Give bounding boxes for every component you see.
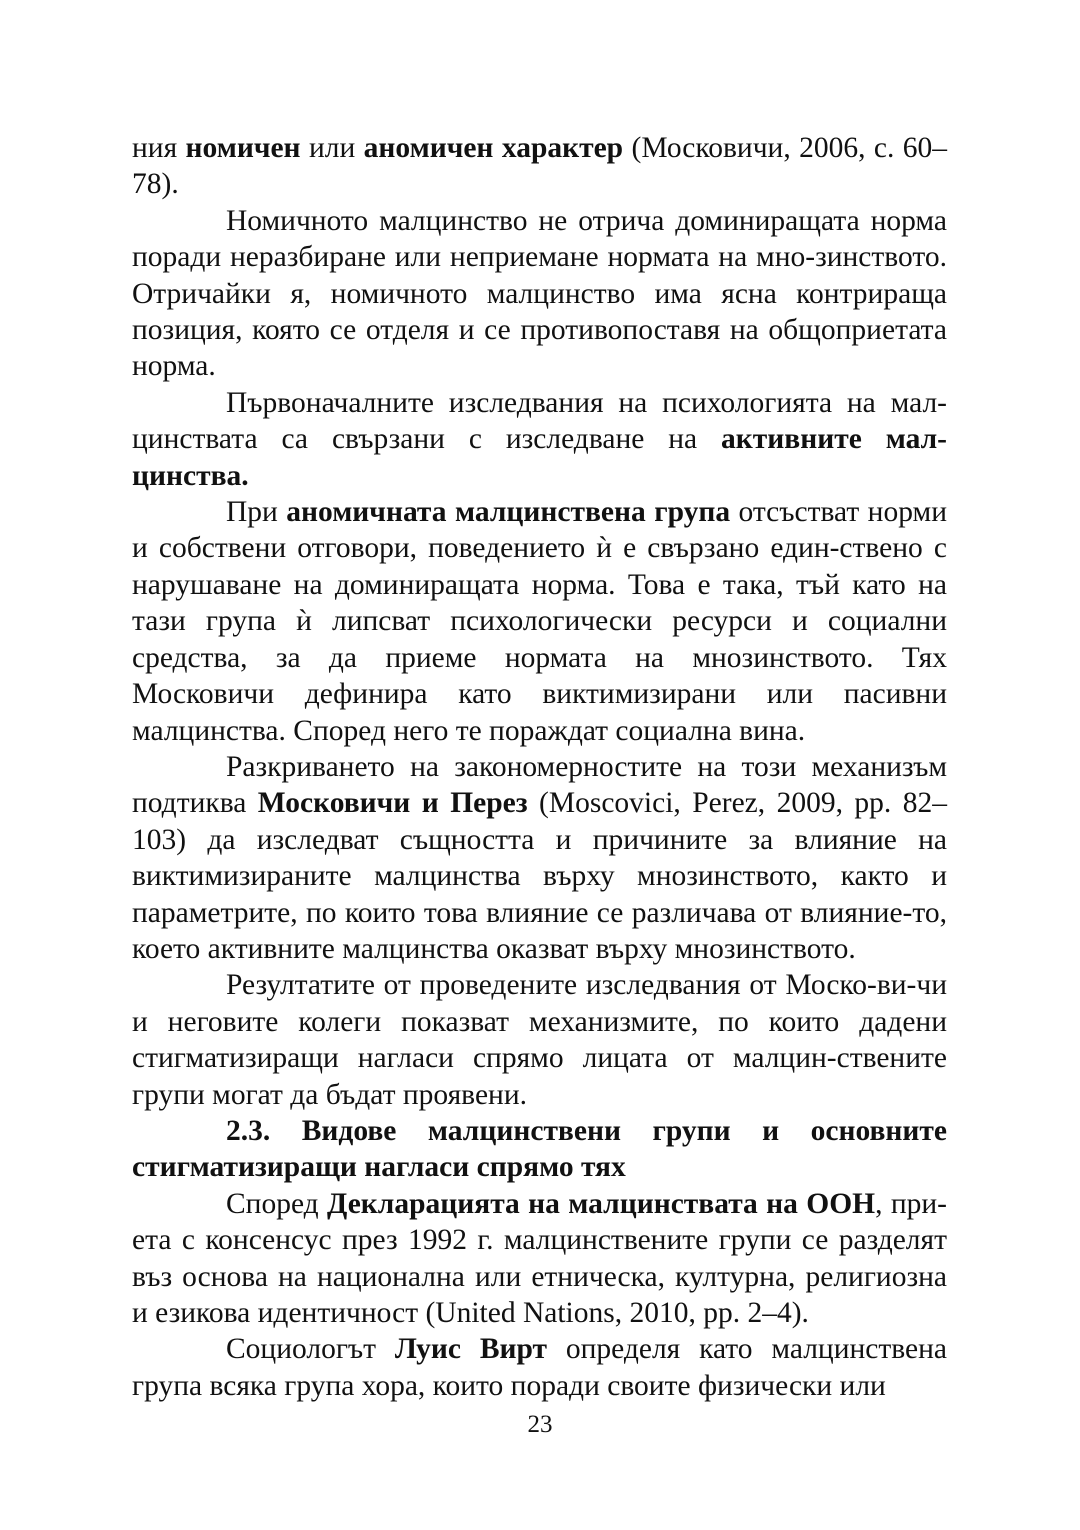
text-run: Социологът [226,1333,395,1366]
bold-term: активните мал-цинства. [132,423,947,492]
text-run: или [300,132,364,164]
bold-term: Луис Вирт [394,1333,548,1366]
paragraph-1 [132,130,947,203]
bold-term: аномичната малцинствена група [286,496,731,529]
paragraph-3 [132,385,947,494]
page-number: 23 [527,1411,553,1438]
bold-term: Декларацията на малцинствата на ООН [327,1187,876,1220]
text-run: (Московичи, 2006, с. 60–78). [132,132,947,201]
text-run: Първоначалните изследвания на психологията на мал-цинствата са свързани с изследване на [132,386,947,456]
section-heading [132,1113,947,1186]
text-run: Според [226,1187,328,1220]
text-run: ния [132,132,186,164]
bold-term: Московичи и Перез [257,787,528,820]
text-run: Разкриването на закономерностите на този механизъм подтиква [132,750,947,820]
text-run: отсъстват норми и собствени отговори, поведението ѝ е свързано един-ствено с нарушаване на доминиращата норма. Това е така, тъй като на тази група ѝ липсват психологически ресурси и социални средства, за да приеме нормата на мнозинството. Тях Московичи дефинира като виктимизирани или пасивни малцинства. Според него те пораждат социална вина. [132,496,947,747]
text-run: (Moscovici, Perez, 2009, pp. 82–103) да изследват същността и причините за влияние на виктимизираните малцинства върху мнозинството, както и параметрите, по които това влияние се различава от влияние-то, което активните малцинства оказват върху мнозинството. [132,787,947,965]
paragraph-8 [132,1331,947,1404]
page-body [132,130,947,1404]
text-run: Номичното малцинство не отрича доминиращата норма поради неразбиране или неприемане нормата на мно-зинството. Отричайки я, номичното малцинство има ясна контрираща позиция, която се отделя и се противопоставя на общоприетата норма. [132,204,947,383]
paragraph-4 [132,494,947,749]
bold-term: аномичен характер [363,132,624,164]
text-run: определя като малцинствена група всяка група хора, които поради своите физически или [132,1333,947,1402]
paragraph-7 [132,1186,947,1332]
paragraph-6 [132,967,947,1113]
section-heading-text: 2.3. Видове малцинствени групи и основните стигматизиращи нагласи спрямо тях [132,1114,947,1184]
paragraph-5 [132,749,947,967]
bold-term: номичен [185,132,301,164]
text-run: При [226,496,287,529]
text-run: Резултатите от проведените изследвания от Моско-ви-чи и неговите колеги показват механизмите, по които дадени стигматизиращи нагласи спрямо лицата от малцин-ствените групи могат да бъдат проявени. [132,969,947,1111]
text-run: , при-ета с консенсус през 1992 г. малцинствените групи се разделят въз основа на национална или етническа, културна, религиозна и езикова идентичност (United Nations, 2010, pp. 2–4). [132,1187,948,1329]
paragraph-2 [132,203,947,385]
